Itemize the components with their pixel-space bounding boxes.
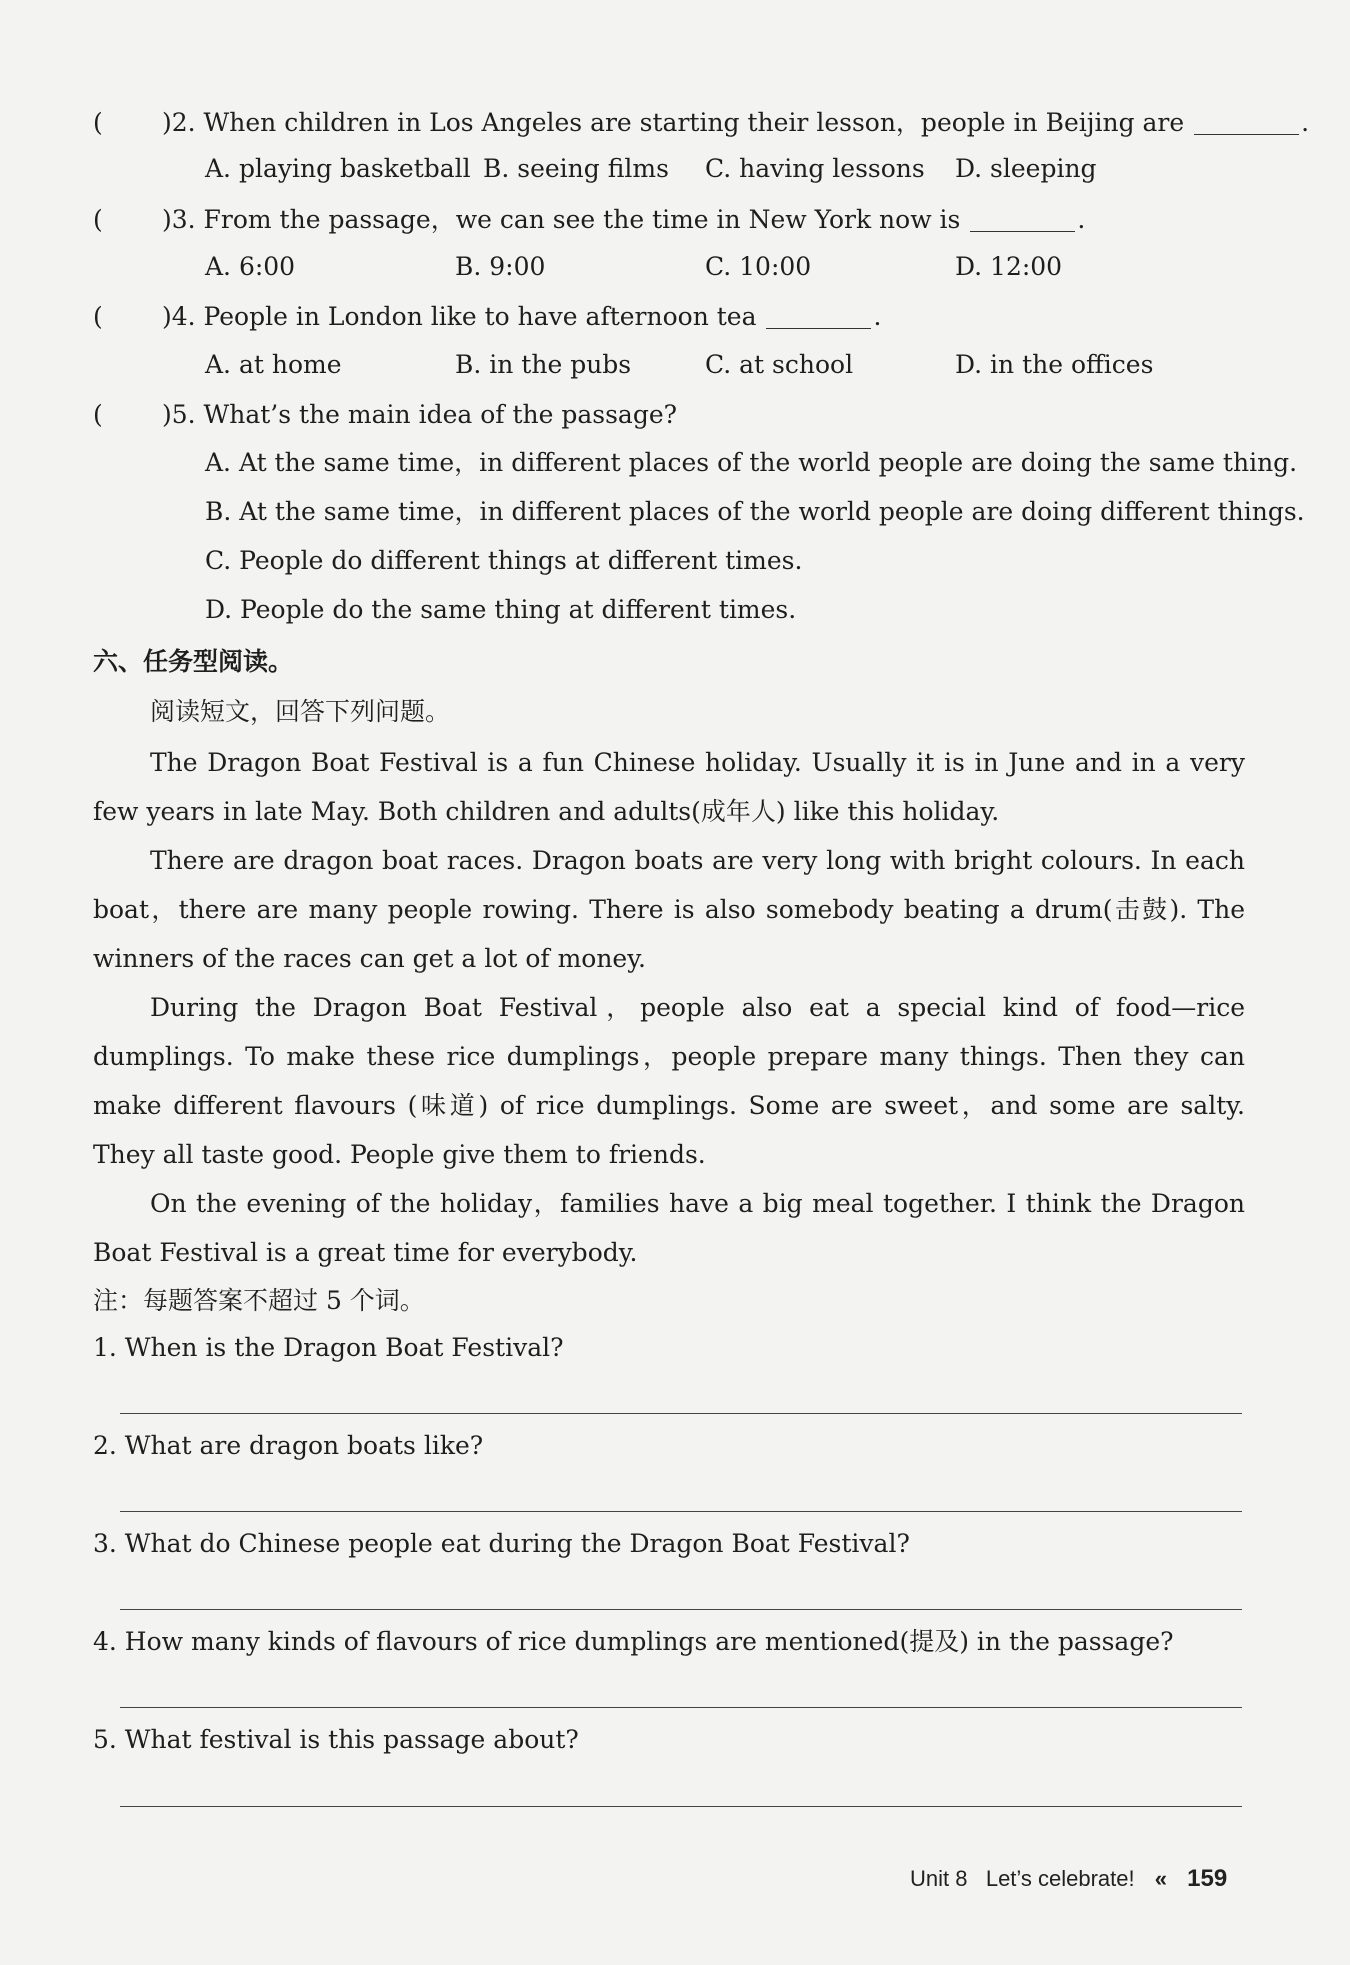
passage-paragraph-3: During the Dragon Boat Festival，people also eat a special kind of food—rice dumplings. To make these rice dumplings，people prepare many things. Then they can make different flavours (味道) of rice dumplings. Some are sweet，and some are salty. They all taste good. People give them to friends.: [93, 993, 1245, 1169]
page-number: 159: [1187, 1865, 1228, 1892]
question-5: 5. What festival is this passage about?: [93, 1725, 579, 1754]
option-a: A. At the same time，in different places of the world people are doing the same thing.: [205, 448, 1298, 477]
option-b: B. seeing films: [483, 154, 669, 183]
unit-label: Unit 8: [910, 1866, 968, 1891]
passage-paragraph-1: The Dragon Boat Festival is a fun Chinese holiday. Usually it is in June and in a very few years in late May. Both children and adults(成年人) like this holiday.: [93, 748, 1245, 826]
option-d: D. sleeping: [955, 154, 1097, 183]
question-3: 3. What do Chinese people eat during the Dragon Boat Festival?: [93, 1529, 910, 1558]
answer-bracket: (: [93, 108, 103, 137]
question-2: 2. What are dragon boats like?: [93, 1431, 484, 1460]
answer-bracket: (: [93, 400, 103, 429]
section-title: 六、任务型阅读。: [93, 647, 294, 676]
fill-blank[interactable]: [766, 328, 871, 329]
passage-paragraph-4: On the evening of the holiday，families have a big meal together. I think the Dragon Boat Festival is a great time for everybody.: [93, 1189, 1245, 1267]
answer-note: 注：每题答案不超过 5 个词。: [93, 1286, 425, 1315]
answer-line[interactable]: [120, 1707, 1242, 1708]
fill-blank[interactable]: [970, 231, 1075, 232]
option-b: B. 9:00: [455, 252, 546, 281]
option-d: D. in the offices: [955, 350, 1154, 379]
option-a: A. 6:00: [205, 252, 296, 281]
unit-title: Let’s celebrate!: [985, 1866, 1135, 1891]
question-1: 1. When is the Dragon Boat Festival?: [93, 1333, 564, 1362]
option-a: A. playing basketball: [205, 154, 471, 183]
answer-bracket: (: [93, 205, 103, 234]
option-b: B. At the same time，in different places of the world people are doing different things.: [205, 497, 1305, 526]
option-a: A. at home: [205, 350, 342, 379]
answer-line[interactable]: [120, 1806, 1242, 1807]
option-d: D. People do the same thing at different times.: [205, 595, 797, 624]
answer-bracket: (: [93, 302, 103, 331]
chevron-left-icon: «: [1154, 1866, 1168, 1891]
fill-blank[interactable]: [1194, 134, 1299, 135]
question-4: 4. How many kinds of flavours of rice dumplings are mentioned(提及) in the passage?: [93, 1627, 1174, 1656]
option-c: C. 10:00: [705, 252, 812, 281]
answer-line[interactable]: [120, 1609, 1242, 1610]
option-b: B. in the pubs: [455, 350, 632, 379]
passage-paragraph-2: There are dragon boat races. Dragon boats are very long with bright colours. In each boat，there are many people rowing. There is also somebody beating a drum(击鼓). The winners of the races can get a lot of money.: [93, 846, 1245, 973]
option-c: C. having lessons: [705, 154, 925, 183]
option-d: D. 12:00: [955, 252, 1063, 281]
question-5-stem: )5. What’s the main idea of the passage?: [162, 400, 678, 429]
question-3-stem: )3. From the passage，we can see the time in New York now is .: [162, 205, 1086, 234]
page-footer: [910, 1864, 1227, 1894]
answer-line[interactable]: [120, 1413, 1242, 1414]
question-2-stem: )2. When children in Los Angeles are starting their lesson，people in Beijing are .: [162, 108, 1310, 137]
answer-line[interactable]: [120, 1511, 1242, 1512]
section-instruction: 阅读短文，回答下列问题。: [150, 697, 451, 726]
option-c: C. at school: [705, 350, 854, 379]
option-c: C. People do different things at different times.: [205, 546, 803, 575]
question-4-stem: )4. People in London like to have afternoon tea .: [162, 302, 882, 331]
